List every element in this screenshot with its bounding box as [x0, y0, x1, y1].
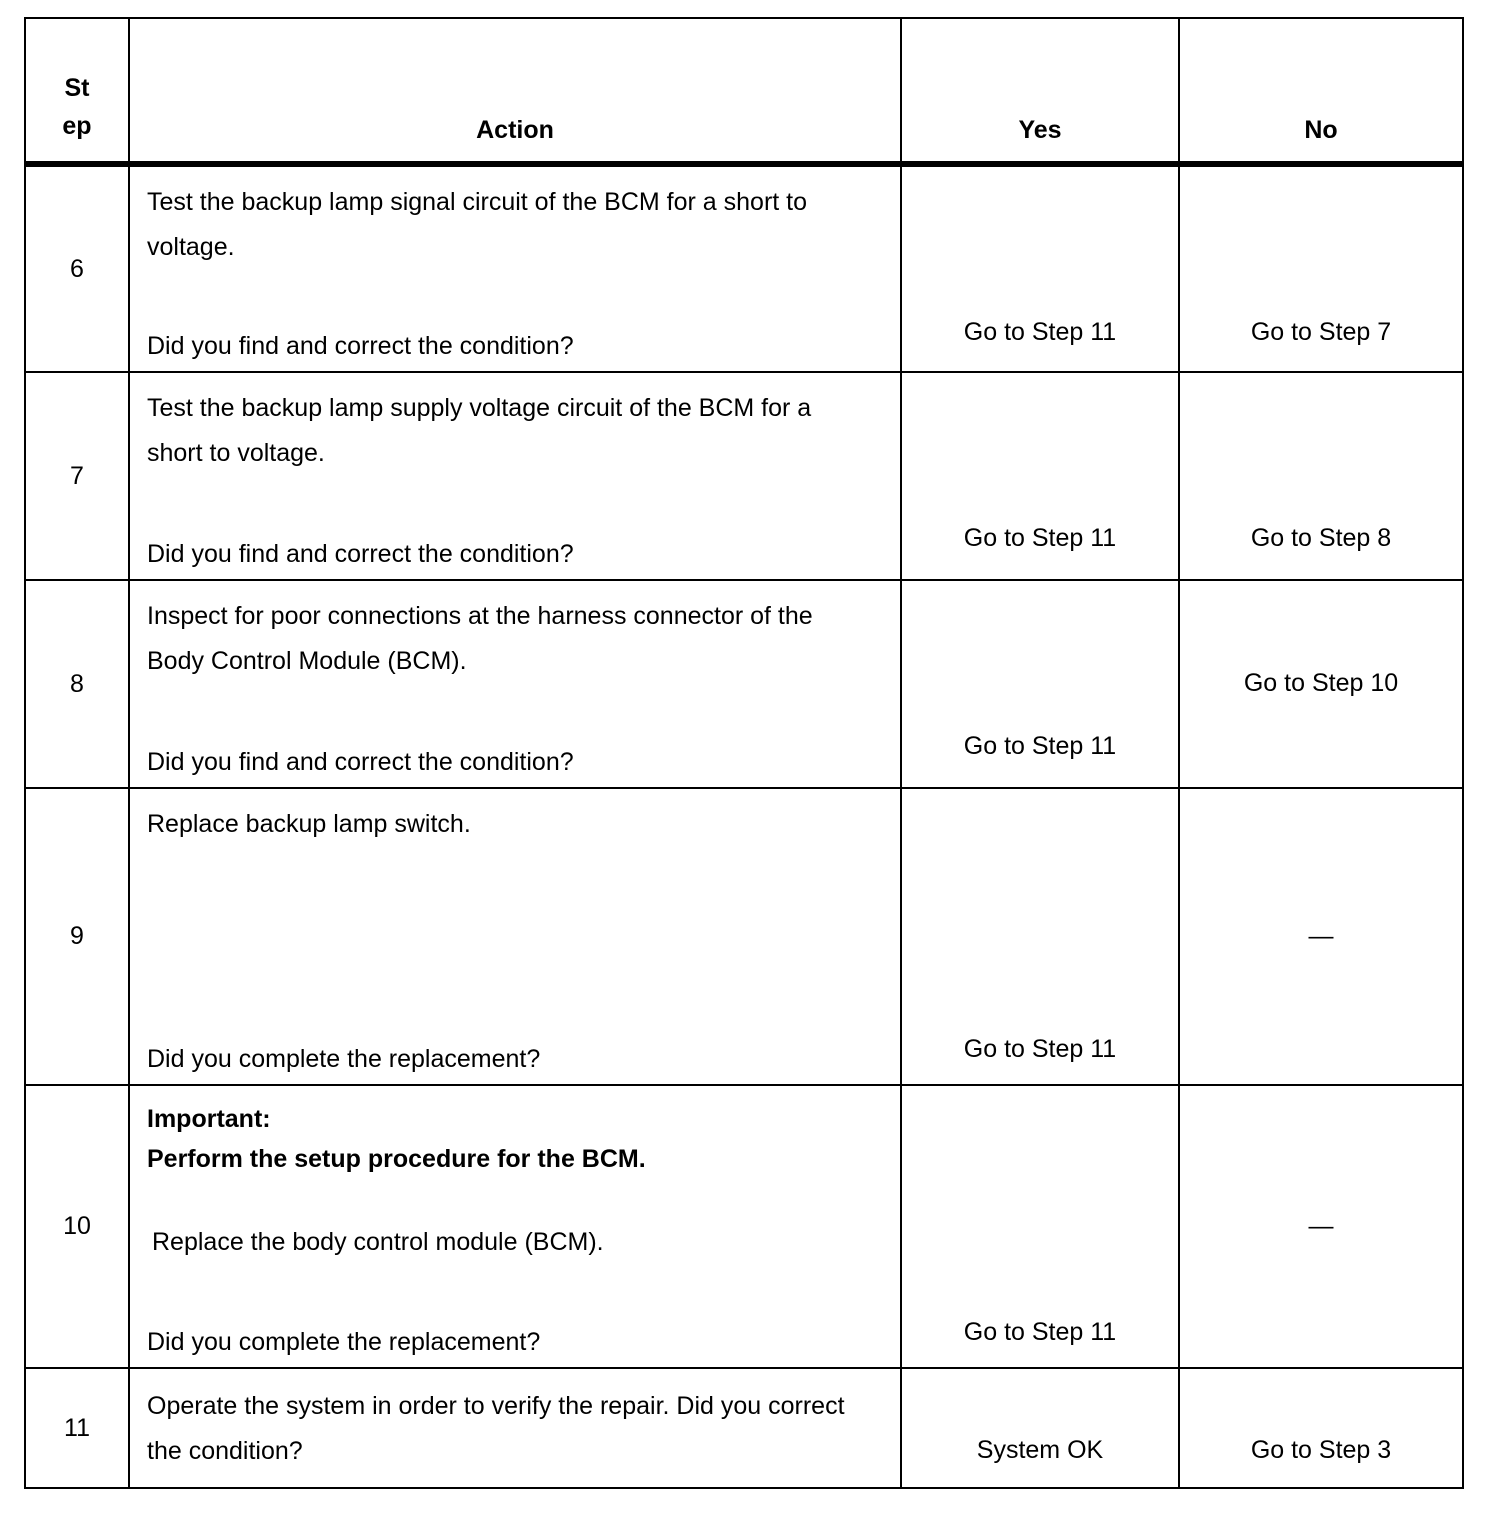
yes-cell	[901, 372, 1179, 580]
no-cell	[1179, 1368, 1463, 1488]
step-number: 11	[25, 1368, 129, 1488]
action-instruction: Replace backup lamp switch.	[147, 810, 471, 838]
no-answer: Go to Step 10	[1243, 669, 1399, 697]
yes-cell	[901, 1085, 1179, 1368]
action-question: Did you find and correct the condition?	[147, 332, 574, 360]
action-cell	[129, 164, 901, 372]
action-instruction: Test the backup lamp signal circuit of the BCM for a short to voltage.	[147, 188, 808, 261]
action-cell	[129, 1085, 901, 1368]
no-answer: Go to Step 7	[1250, 318, 1392, 346]
table-row	[25, 1085, 1463, 1368]
step-number: 8	[25, 580, 129, 788]
action-question: Did you find and correct the condition?	[147, 540, 574, 568]
important-note	[147, 1099, 870, 1179]
header-row	[25, 18, 1463, 164]
yes-answer: Go to Step 11	[963, 1318, 1117, 1346]
action-instruction: Inspect for poor connections at the harness connector of the Body Control Module (BCM).	[147, 602, 813, 675]
no-cell	[1179, 788, 1463, 1085]
header-action: Action	[129, 18, 901, 164]
step-number: 6	[25, 164, 129, 372]
action-question: Did you find and correct the condition?	[147, 748, 574, 776]
header-step: St ep	[25, 18, 129, 164]
yes-answer: Go to Step 11	[963, 318, 1117, 346]
step-number: 10	[25, 1085, 129, 1368]
yes-cell	[901, 1368, 1179, 1488]
table-row	[25, 1368, 1463, 1488]
table-row	[25, 788, 1463, 1085]
step-number: 9	[25, 788, 129, 1085]
action-cell	[129, 580, 901, 788]
no-cell	[1179, 372, 1463, 580]
no-cell	[1179, 164, 1463, 372]
action-cell	[129, 1368, 901, 1488]
yes-answer: Go to Step 11	[963, 1035, 1117, 1063]
no-answer: —	[1308, 922, 1334, 950]
diagnostic-table-container	[24, 17, 1462, 1489]
diagnostic-table	[24, 17, 1464, 1489]
action-cell	[129, 788, 901, 1085]
step-number: 7	[25, 372, 129, 580]
no-answer: Go to Step 8	[1250, 524, 1392, 552]
no-answer: Go to Step 3	[1250, 1436, 1392, 1464]
table-row	[25, 164, 1463, 372]
important-label: Important:	[147, 1105, 271, 1133]
yes-answer: Go to Step 11	[963, 524, 1117, 552]
header-no: No	[1179, 18, 1463, 164]
table-row	[25, 580, 1463, 788]
action-instruction: Replace the body control module (BCM).	[152, 1228, 604, 1256]
important-text: Perform the setup procedure for the BCM.	[147, 1145, 646, 1173]
action-question: Did you complete the replacement?	[147, 1328, 541, 1356]
action-instruction: Operate the system in order to verify the repair. Did you correct the condition?	[147, 1392, 845, 1465]
yes-cell	[901, 580, 1179, 788]
yes-answer: System OK	[976, 1436, 1104, 1464]
header-yes: Yes	[901, 18, 1179, 164]
action-cell	[129, 372, 901, 580]
no-answer: —	[1308, 1212, 1334, 1240]
no-cell	[1179, 1085, 1463, 1368]
yes-answer: Go to Step 11	[963, 732, 1117, 760]
action-question: Did you complete the replacement?	[147, 1045, 541, 1073]
table-row	[25, 372, 1463, 580]
no-cell	[1179, 580, 1463, 788]
action-instruction: Test the backup lamp supply voltage circuit of the BCM for a short to voltage.	[147, 394, 812, 467]
yes-cell	[901, 788, 1179, 1085]
yes-cell	[901, 164, 1179, 372]
